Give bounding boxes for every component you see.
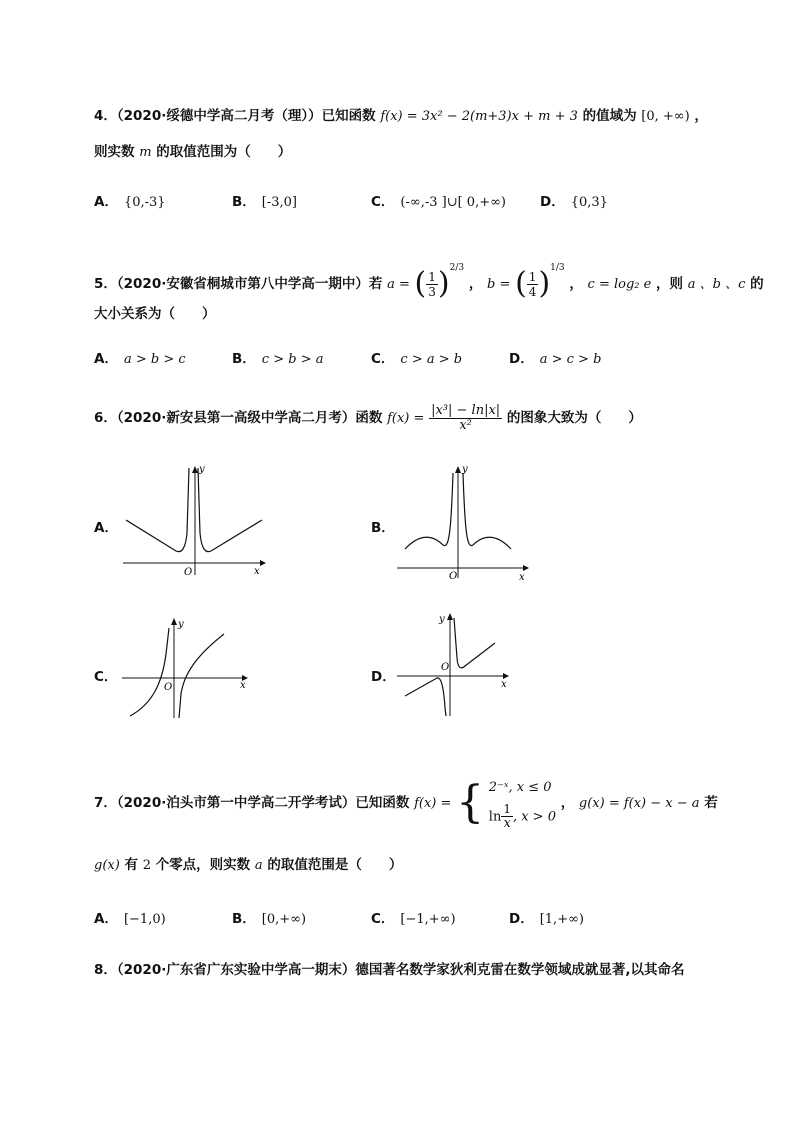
q7-line2-c: 个零点，则实数 xyxy=(155,857,251,873)
x-axis-arrow xyxy=(260,560,266,566)
option-value: a > c > b xyxy=(539,352,602,367)
x-axis-label: x xyxy=(519,572,525,583)
option-value: (-∞,-3 ]∪[ 0,+∞) xyxy=(400,195,507,210)
curve-right xyxy=(454,618,495,668)
q4-formula: f(x) = 3x² − 2(m+3)x + m + 3 xyxy=(380,109,578,124)
curve-left xyxy=(405,678,446,716)
option-label: C． xyxy=(371,911,395,927)
q7-case1: 2⁻ˣ, x ≤ 0 xyxy=(488,780,552,796)
q4-stem-line1 xyxy=(94,106,708,127)
graph-a-label: A． xyxy=(94,520,118,536)
graph-c-label: C． xyxy=(94,669,118,685)
graph-d[interactable] xyxy=(395,608,515,718)
option-label: B． xyxy=(232,351,256,367)
y-axis-label: y xyxy=(462,464,468,475)
origin-label: O xyxy=(184,567,193,578)
q6-f-lhs: f(x) = xyxy=(387,411,425,426)
q7-option-a[interactable] xyxy=(94,909,166,930)
q4-stem-mid: 的值域为 xyxy=(582,108,637,124)
option-value: {0,3} xyxy=(570,195,608,210)
curve-right xyxy=(179,634,224,718)
q5-stem-line2: 大小关系为（ ） xyxy=(94,306,216,322)
q4-line2-prefix: 则实数 xyxy=(94,144,135,160)
q6-stem-prefix: 6．（2020·新安县第一高级中学高二月考）函数 xyxy=(94,410,383,426)
graph-a[interactable] xyxy=(118,463,268,581)
left-paren: ( xyxy=(414,266,427,301)
q4-stem-line2 xyxy=(94,142,291,163)
y-axis-label: y xyxy=(439,614,445,625)
q5-option-c[interactable] xyxy=(371,349,462,370)
option-label: A． xyxy=(94,194,118,210)
q4-option-a[interactable] xyxy=(94,192,166,213)
graph-b[interactable] xyxy=(395,463,535,581)
q5-option-b[interactable] xyxy=(232,349,323,370)
q7-zero-count: 2 xyxy=(142,858,151,873)
origin-label: O xyxy=(441,662,450,673)
curve-left xyxy=(126,468,189,552)
q4-stem-prefix: 4．（2020·绥德中学高二月考（理））已知函数 xyxy=(94,108,376,124)
x-axis-label: x xyxy=(240,680,246,691)
option-value: [-3,0] xyxy=(261,195,298,210)
graph-b-label: B． xyxy=(371,520,395,536)
numerator: 1 xyxy=(428,269,436,284)
origin-label: O xyxy=(449,571,458,582)
q7-line2-d: 的取值范围是（ ） xyxy=(267,857,403,873)
curve-left xyxy=(130,628,169,716)
option-value: c > a > b xyxy=(400,352,463,367)
q5-vars: a 、b 、c xyxy=(687,277,746,292)
q7-line2-b: 有 xyxy=(124,857,138,873)
q5-option-a[interactable] xyxy=(94,349,186,370)
option-value: a > b > c xyxy=(123,352,186,367)
q5-a-fraction xyxy=(426,270,438,299)
q4-option-b[interactable] xyxy=(232,192,297,213)
denominator: x xyxy=(503,816,511,832)
y-axis-arrow xyxy=(447,613,453,620)
piecewise-brace: { xyxy=(456,777,485,828)
x-axis-arrow xyxy=(523,565,529,571)
q7-option-d[interactable] xyxy=(509,909,584,930)
denominator: 4 xyxy=(528,284,537,299)
q6-fraction xyxy=(429,404,502,433)
numerator: 1 xyxy=(528,269,537,284)
q5-stem-line1 xyxy=(94,244,764,309)
q6-stem-suffix: 的图象大致为（ ） xyxy=(506,410,642,426)
x-axis-label: x xyxy=(254,566,260,577)
q7-stem-prefix: 7．（2020·泊头市第一中学高二开学考试）已知函数 xyxy=(94,795,410,811)
ln-label: ln xyxy=(488,809,502,825)
denominator: 3 xyxy=(428,284,436,299)
option-value: [−1,+∞) xyxy=(400,912,456,927)
q5-stem-prefix: 5．（2020·安徽省桐城市第八中学高一期中）若 xyxy=(94,276,383,292)
option-value: [0,+∞) xyxy=(261,912,307,927)
q7-var: a xyxy=(254,858,263,873)
option-label: D． xyxy=(509,911,534,927)
q7-stem-line2 xyxy=(94,855,402,876)
right-paren: ) xyxy=(437,266,450,301)
curve-left xyxy=(405,473,453,549)
numerator: |x³| − ln|x| xyxy=(431,402,501,418)
y-axis-label: y xyxy=(199,464,205,475)
q4-comma: ， xyxy=(694,108,708,124)
numerator: 1 xyxy=(503,802,511,817)
option-value: {0,-3} xyxy=(123,195,166,210)
left-paren: ( xyxy=(515,266,527,301)
q4-line2-suffix: 的取值范围为（ ） xyxy=(156,144,292,160)
q7-g: g(x) xyxy=(94,858,120,873)
right-paren: ) xyxy=(538,266,551,301)
q5-b-lhs: b = xyxy=(487,277,511,292)
y-axis-arrow xyxy=(192,466,198,473)
option-label: B． xyxy=(232,194,256,210)
curve-right xyxy=(198,468,262,552)
origin-label: O xyxy=(164,682,173,693)
q5-b-exponent: 1/3 xyxy=(550,263,565,273)
q7-option-b[interactable] xyxy=(232,909,306,930)
q6-stem xyxy=(94,396,642,441)
q7-stem-suffix: 若 xyxy=(704,795,718,811)
y-axis-arrow xyxy=(171,618,177,625)
graph-c[interactable] xyxy=(118,614,254,722)
q7-option-c[interactable] xyxy=(371,909,456,930)
q5-c-expr: c = log₂ e xyxy=(587,277,652,292)
q7-stem-line1 xyxy=(94,771,718,836)
q5-b-fraction xyxy=(527,270,539,299)
q7-case2-fraction xyxy=(501,802,513,831)
option-label: D． xyxy=(540,194,565,210)
q5-stem-end: 的 xyxy=(750,276,764,292)
curve-right xyxy=(463,473,511,549)
x-axis-label: x xyxy=(501,679,507,690)
q5-sep2: ， xyxy=(569,276,583,292)
case2-condition: , x > 0 xyxy=(512,809,556,825)
q7-g-expr: g(x) = f(x) − x − a xyxy=(578,796,700,811)
option-value: [1,+∞) xyxy=(539,912,584,927)
denominator: x² xyxy=(459,417,472,433)
option-label: D． xyxy=(509,351,534,367)
y-axis-label: y xyxy=(178,619,184,630)
q5-option-d[interactable] xyxy=(509,349,601,370)
option-label: C． xyxy=(371,194,395,210)
option-label: A． xyxy=(94,351,118,367)
option-label: B． xyxy=(232,911,256,927)
option-value: [−1,0) xyxy=(123,912,166,927)
q5-a-lhs: a = xyxy=(387,277,410,292)
q4-range: [0, +∞) xyxy=(641,109,690,124)
q4-option-d[interactable] xyxy=(540,192,608,213)
q4-option-c[interactable] xyxy=(371,192,506,213)
q7-f-lhs: f(x) = xyxy=(414,796,452,811)
q7-sep: ， xyxy=(560,795,575,811)
graph-d-label: D． xyxy=(371,669,396,685)
q7-case2 xyxy=(489,802,556,832)
y-axis-arrow xyxy=(455,466,461,473)
q7-piecewise-cases xyxy=(489,774,556,832)
q8-stem: 8．（2020·广东省广东实验中学高一期末）德国著名数学家狄利克雷在数学领域成就显著,以其命名 xyxy=(94,962,685,978)
q4-var: m xyxy=(139,145,152,160)
option-value: c > b > a xyxy=(261,352,324,367)
q5-a-exponent: 2/3 xyxy=(449,263,465,273)
q5-stem-mid: ，则 xyxy=(656,276,684,292)
option-label: A． xyxy=(94,911,118,927)
option-label: C． xyxy=(371,351,395,367)
q5-sep: ， xyxy=(468,276,483,292)
